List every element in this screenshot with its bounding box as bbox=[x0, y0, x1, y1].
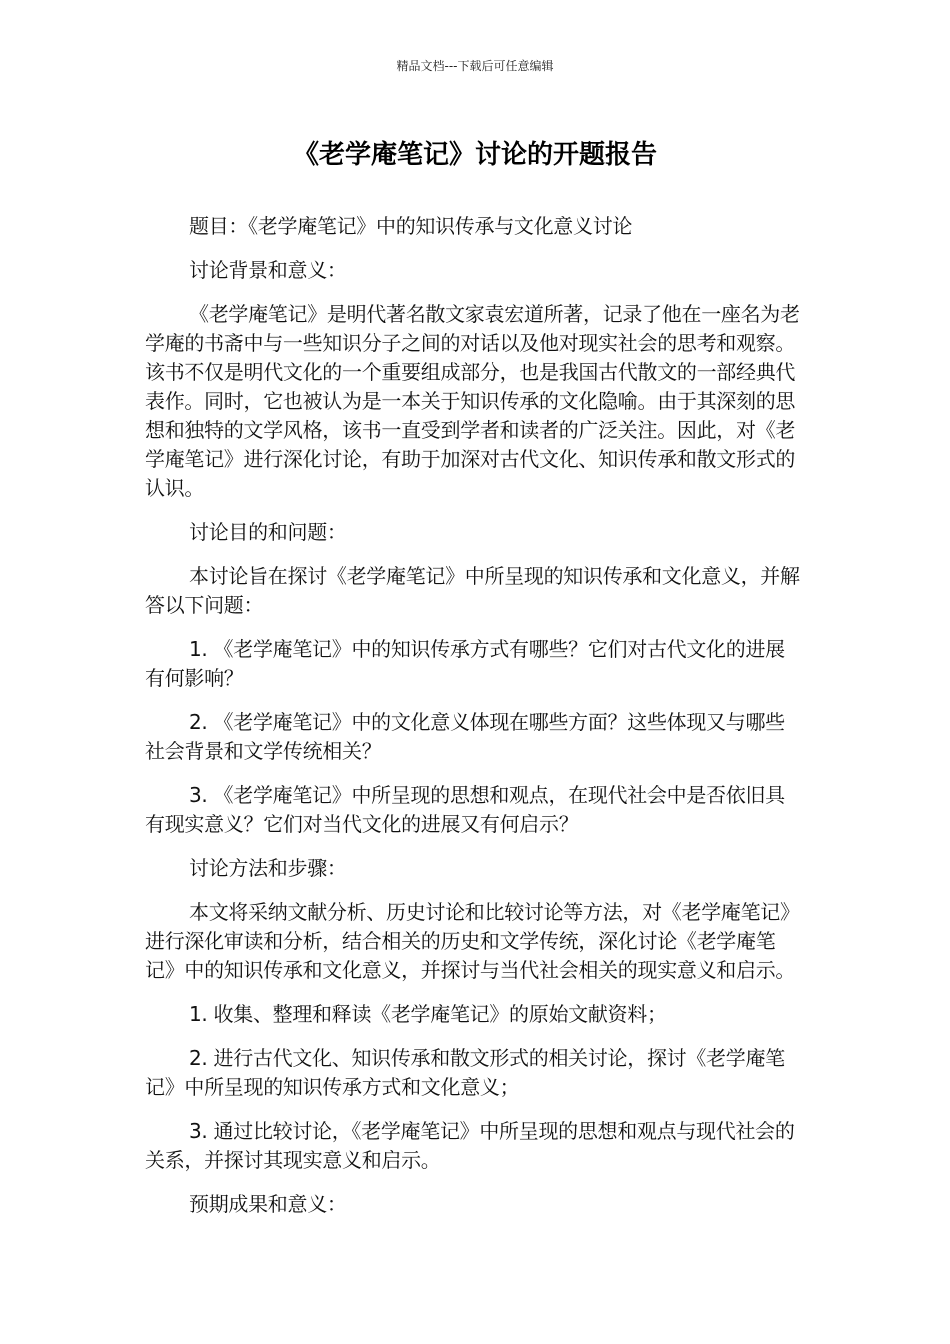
document-body bbox=[145, 212, 801, 1234]
topic-line: 题目：《老学庵笔记》中的知识传承与文化意义讨论 bbox=[189, 214, 633, 238]
section-heading-purpose: 讨论目的和问题： bbox=[189, 520, 347, 544]
purpose-paragraph: 本讨论旨在探讨《老学庵笔记》中所呈现的知识传承和文化意义，并解答以下问题： bbox=[145, 564, 800, 617]
document-title: 《老学庵笔记》讨论的开题报告 bbox=[292, 140, 657, 170]
question-item: 3. 《老学庵笔记》中所呈现的思想和观点，在现代社会中是否依旧具有现实意义？它们对当代文化的进展又有何启示？ bbox=[145, 783, 785, 836]
step-item: 1. 收集、整理和释读《老学庵笔记》的原始文献资料； bbox=[189, 1002, 667, 1026]
question-item: 1. 《老学庵笔记》中的知识传承方式有哪些？它们对古代文化的进展有何影响？ bbox=[145, 637, 785, 690]
background-paragraph: 《老学庵笔记》是明代著名散文家袁宏道所著，记录了他在一座名为老学庵的书斋中与一些知识分子之间的对话以及他对现实社会的思考和观察。该书不仅是明代文化的一个重要组成部分，也是我国古代散文的一部经典代表作。同时，它也被认为是一本关于知识传承的文化隐喻。由于其深刻的思想和独特的文学风格，该书一直受到学者和读者的广泛关注。因此，对《老学庵笔记》进行深化讨论，有助于加深对古代文化、知识传承和散文形式的认识。 bbox=[145, 302, 800, 500]
methods-paragraph: 本文将采纳文献分析、历史讨论和比较讨论等方法，对《老学庵笔记》进行深化审读和分析，结合相关的历史和文学传统，深化讨论《老学庵笔记》中的知识传承和文化意义，并探讨与当代社会相关的现实意义和启示。 bbox=[145, 900, 800, 982]
step-item: 3. 通过比较讨论，《老学庵笔记》中所呈现的思想和观点与现代社会的关系，并探讨其现实意义和启示。 bbox=[145, 1119, 795, 1172]
page-header: 精品文档---下载后可任意编辑 bbox=[396, 59, 554, 73]
section-heading-background: 讨论背景和意义： bbox=[189, 258, 347, 282]
section-heading-outcomes: 预期成果和意义： bbox=[189, 1192, 347, 1216]
question-item: 2. 《老学庵笔记》中的文化意义体现在哪些方面？这些体现又与哪些社会背景和文学传统相关？ bbox=[145, 710, 785, 763]
section-heading-methods: 讨论方法和步骤： bbox=[189, 856, 347, 880]
step-item: 2. 进行古代文化、知识传承和散文形式的相关讨论，探讨《老学庵笔记》中所呈现的知识传承方式和文化意义； bbox=[145, 1046, 785, 1099]
